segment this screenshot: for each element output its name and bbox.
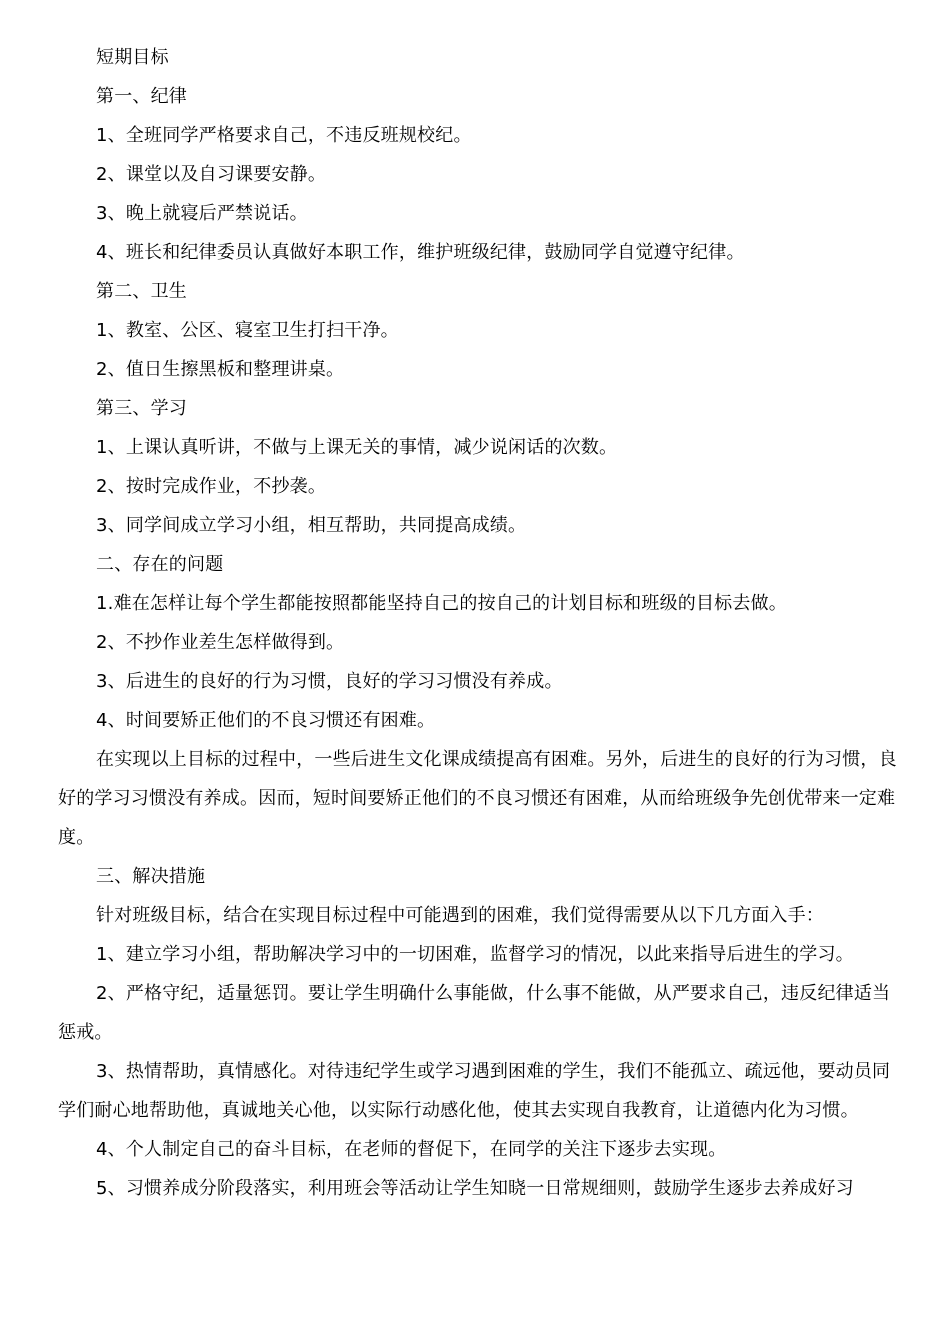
list-item: 2、值日生擦黑板和整理讲桌。 [96, 359, 345, 380]
body-paragraph: 针对班级目标，结合在实现目标过程中可能遇到的困难，我们觉得需要从以下几方面入手： [96, 905, 824, 926]
list-item: 1、教室、公区、寝室卫生打扫干净。 [96, 320, 399, 341]
list-item: 2、严格守纪，适量惩罚。要让学生明确什么事能做，什么事不能做，从严要求自己，违反纪律适当惩戒。 [58, 983, 891, 1043]
list-item: 4、班长和纪律委员认真做好本职工作，维护班级纪律，鼓励同学自觉遵守纪律。 [96, 242, 745, 263]
list-item: 2、按时完成作业，不抄袭。 [96, 476, 327, 497]
list-item: 3、同学间成立学习小组，相互帮助，共同提高成绩。 [96, 515, 527, 536]
list-item: 4、时间要矫正他们的不良习惯还有困难。 [96, 710, 436, 731]
list-item: 5、习惯养成分阶段落实，利用班会等活动让学生知晓一日常规细则，鼓励学生逐步去养成好习 [96, 1178, 854, 1199]
subsection-heading: 第一、纪律 [96, 86, 187, 107]
list-item: 2、课堂以及自习课要安静。 [96, 164, 327, 185]
list-item: 1、全班同学严格要求自己，不违反班规校纪。 [96, 125, 472, 146]
body-paragraph: 在实现以上目标的过程中，一些后进生文化课成绩提高有困难。另外，后进生的良好的行为习惯，良好的学习习惯没有养成。因而，短时间要矫正他们的不良习惯还有困难，从而给班级争先创优带来一定难度。 [58, 749, 897, 848]
section-title: 短期目标 [96, 47, 169, 68]
document-body [58, 38, 898, 1208]
subsection-heading: 第二、卫生 [96, 281, 187, 302]
list-item: 4、个人制定自己的奋斗目标，在老师的督促下，在同学的关注下逐步去实现。 [96, 1139, 727, 1160]
list-item: 1、建立学习小组，帮助解决学习中的一切困难，监督学习的情况，以此来指导后进生的学习。 [96, 944, 854, 965]
list-item: 1、上课认真听讲，不做与上课无关的事情，减少说闲话的次数。 [96, 437, 618, 458]
list-item: 2、不抄作业差生怎样做得到。 [96, 632, 345, 653]
list-item: 1.难在怎样让每个学生都能按照都能坚持自己的按自己的计划目标和班级的目标去做。 [96, 593, 787, 614]
list-item: 3、后进生的良好的行为习惯，良好的学习习惯没有养成。 [96, 671, 563, 692]
list-item: 3、热情帮助，真情感化。对待违纪学生或学习遇到困难的学生，我们不能孤立、疏远他，要动员同学们耐心地帮助他，真诚地关心他，以实际行动感化他，使其去实现自我教育，让道德内化为习惯。 [58, 1061, 891, 1121]
subsection-heading: 第三、学习 [96, 398, 187, 419]
list-item: 3、晚上就寝后严禁说话。 [96, 203, 308, 224]
section-heading: 三、解决措施 [96, 866, 206, 887]
section-heading: 二、存在的问题 [96, 554, 224, 575]
